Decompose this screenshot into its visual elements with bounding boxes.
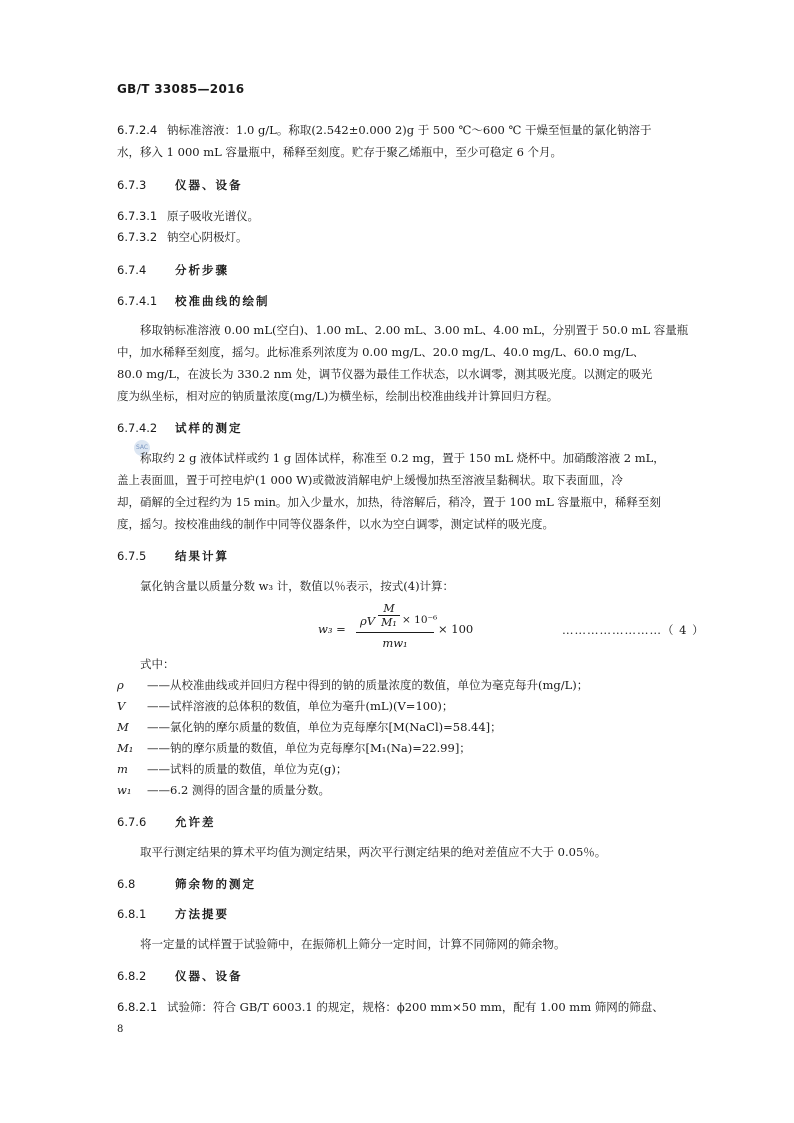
clause-6-7-3-2 — [117, 229, 248, 245]
clause-6-7-2-4-line1 — [117, 122, 652, 138]
variable-symbol: m — [117, 762, 128, 776]
heading-6-8-2 — [117, 968, 243, 984]
inner-fraction — [378, 602, 400, 630]
where-label: 式中： — [117, 657, 175, 671]
heading-title: 分析步骤 — [175, 263, 229, 277]
heading-6-8-1 — [117, 906, 229, 922]
paragraph-line: 80.0 mg/L，在波长为 330.2 nm 处，调节仪器为最佳工作状态，以水调零，测其吸光度。以测定的吸光 — [117, 367, 653, 381]
inner-numerator: M — [378, 602, 400, 616]
heading-title: 仪器、设备 — [175, 178, 243, 192]
paragraph-line: 称取约 2 g 液体试样或约 1 g 固体试样，称准至 0.2 mg，置于 150 mL 烧杯中。加硝酸溶液 2 mL， — [117, 451, 665, 465]
variable-desc: ——从校准曲线或并回归方程中得到的钠的质量浓度的数值，单位为毫克每升(mg/L)； — [147, 678, 589, 692]
standard-number-header: GB/T 33085—2016 — [117, 82, 245, 96]
variable-symbol: V — [117, 699, 126, 713]
heading-title: 试样的测定 — [175, 421, 243, 435]
clause-number: 6.7.3.1 — [117, 209, 158, 223]
watermark-logo: SAC — [134, 440, 150, 456]
variable-symbol: M₁ — [117, 741, 134, 755]
clause-number: 6.8.2.1 — [117, 1000, 158, 1014]
variable-desc: ——6.2 测得的固含量的质量分数。 — [147, 783, 330, 797]
variable-symbol: ρ — [117, 678, 124, 692]
heading-number: 6.7.6 — [117, 815, 147, 829]
heading-number: 6.7.3 — [117, 178, 147, 192]
clause-text: 原子吸收光谱仪。 — [167, 209, 259, 223]
times-ten-exp: × 10⁻⁶ — [402, 614, 438, 626]
heading-6-7-3 — [117, 177, 243, 193]
heading-number: 6.7.4 — [117, 263, 147, 277]
formula-4 — [300, 598, 705, 658]
variable-def — [117, 761, 347, 777]
clause-6-7-2-4-line2: 水，移入 1 000 mL 容量瓶中，稀释至刻度。贮存于聚乙烯瓶中，至少可稳定 6 个月。 — [117, 145, 563, 159]
heading-number: 6.8 — [117, 877, 136, 891]
rho-v: ρV — [360, 614, 376, 628]
clause-text: 钠标准溶液：1.0 g/L。称取(2.542±0.000 2)g 于 500 ℃～600 ℃ 干燥至恒量的氯化钠溶于 — [167, 123, 652, 137]
clause-text: 钠空心阴极灯。 — [167, 230, 248, 244]
heading-6-7-4 — [117, 262, 229, 278]
heading-title: 仪器、设备 — [175, 969, 243, 983]
variable-desc: ——氯化钠的摩尔质量的数值，单位为克每摩尔[M(NaCl)=58.44]； — [147, 720, 502, 734]
heading-number: 6.8.1 — [117, 907, 147, 921]
clause-6-8-2-1 — [117, 999, 664, 1015]
heading-number: 6.8.2 — [117, 969, 147, 983]
paragraph-line: 取平行测定结果的算术平均值为测定结果，两次平行测定结果的绝对差值应不大于 0.05％。 — [117, 845, 607, 859]
heading-6-7-5 — [117, 548, 229, 564]
variable-def — [117, 782, 330, 798]
page-number: 8 — [117, 1024, 124, 1035]
variable-symbol: M — [117, 720, 129, 734]
fraction-numerator — [356, 602, 438, 632]
equation-number: ……………………（ 4 ） — [562, 623, 705, 637]
paragraph-line: 度为纵坐标，相对应的钠质量浓度(mg/L)为横坐标，绘制出校准曲线并计算回归方程。 — [117, 389, 559, 403]
heading-6-7-6 — [117, 814, 216, 830]
variable-def — [117, 677, 588, 693]
paragraph-line: 移取钠标准溶液 0.00 mL(空白)、1.00 mL、2.00 mL、3.00 mL、4.00 mL，分别置于 50.0 mL 容量瓶 — [117, 323, 689, 337]
variable-def — [117, 698, 453, 714]
formula-lhs: w₃ = — [318, 622, 346, 636]
heading-title: 校准曲线的绘制 — [175, 294, 270, 308]
variable-desc: ——试料的质量的数值，单位为克(g)； — [147, 762, 348, 776]
heading-6-8 — [117, 876, 256, 892]
heading-number: 6.7.4.1 — [117, 294, 158, 308]
paragraph-line: 中，加水稀释至刻度，摇匀。此标准系列浓度为 0.00 mg/L、20.0 mg/L、40.0 mg/L、60.0 mg/L、 — [117, 345, 645, 359]
clause-number: 6.7.3.2 — [117, 230, 158, 244]
variable-symbol: w₁ — [117, 783, 132, 797]
heading-6-7-4-2 — [117, 420, 243, 436]
heading-title: 结果计算 — [175, 549, 229, 563]
fraction-denominator: mw₁ — [382, 636, 408, 650]
variable-def — [117, 740, 471, 756]
clause-number: 6.7.2.4 — [117, 123, 158, 137]
paragraph-line: 盖上表面皿，置于可控电炉(1 000 W)或微波消解电炉上缓慢加热至溶液呈黏稠状。取下表面皿，冷 — [117, 473, 623, 487]
inner-denominator: M₁ — [381, 616, 397, 629]
main-fraction — [356, 602, 438, 650]
variable-def — [117, 719, 502, 735]
paragraph-line: 度，摇匀。按校准曲线的制作中同等仪器条件，以水为空白调零，测定试样的吸光度。 — [117, 517, 554, 531]
variable-desc: ——试样溶液的总体积的数值，单位为毫升(mL)(V=100)； — [147, 699, 454, 713]
heading-6-7-4-1 — [117, 293, 270, 309]
heading-number: 6.7.4.2 — [117, 421, 158, 435]
heading-title: 允许差 — [175, 815, 216, 829]
paragraph-line: 将一定量的试样置于试验筛中，在振筛机上筛分一定时间，计算不同筛网的筛余物。 — [117, 937, 566, 951]
clause-text: 试验筛：符合 GB/T 6003.1 的规定，规格：ϕ200 mm×50 mm，配有 1.00 mm 筛网的筛盘、 — [167, 1000, 664, 1014]
variable-desc: ——钠的摩尔质量的数值，单位为克每摩尔[M₁(Na)=22.99]； — [147, 741, 471, 755]
heading-title: 方法提要 — [175, 907, 229, 921]
heading-number: 6.7.5 — [117, 549, 147, 563]
clause-6-7-3-1 — [117, 208, 259, 224]
paragraph-line: 却，硝解的全过程约为 15 min。加入少量水，加热，待溶解后，稍冷，置于 100 mL 容量瓶中，稀释至刻 — [117, 495, 661, 509]
heading-title: 筛余物的测定 — [175, 877, 256, 891]
paragraph-line: 氯化钠含量以质量分数 w₃ 计，数值以％表示，按式(4)计算： — [117, 579, 455, 593]
times-100: × 100 — [438, 622, 474, 636]
